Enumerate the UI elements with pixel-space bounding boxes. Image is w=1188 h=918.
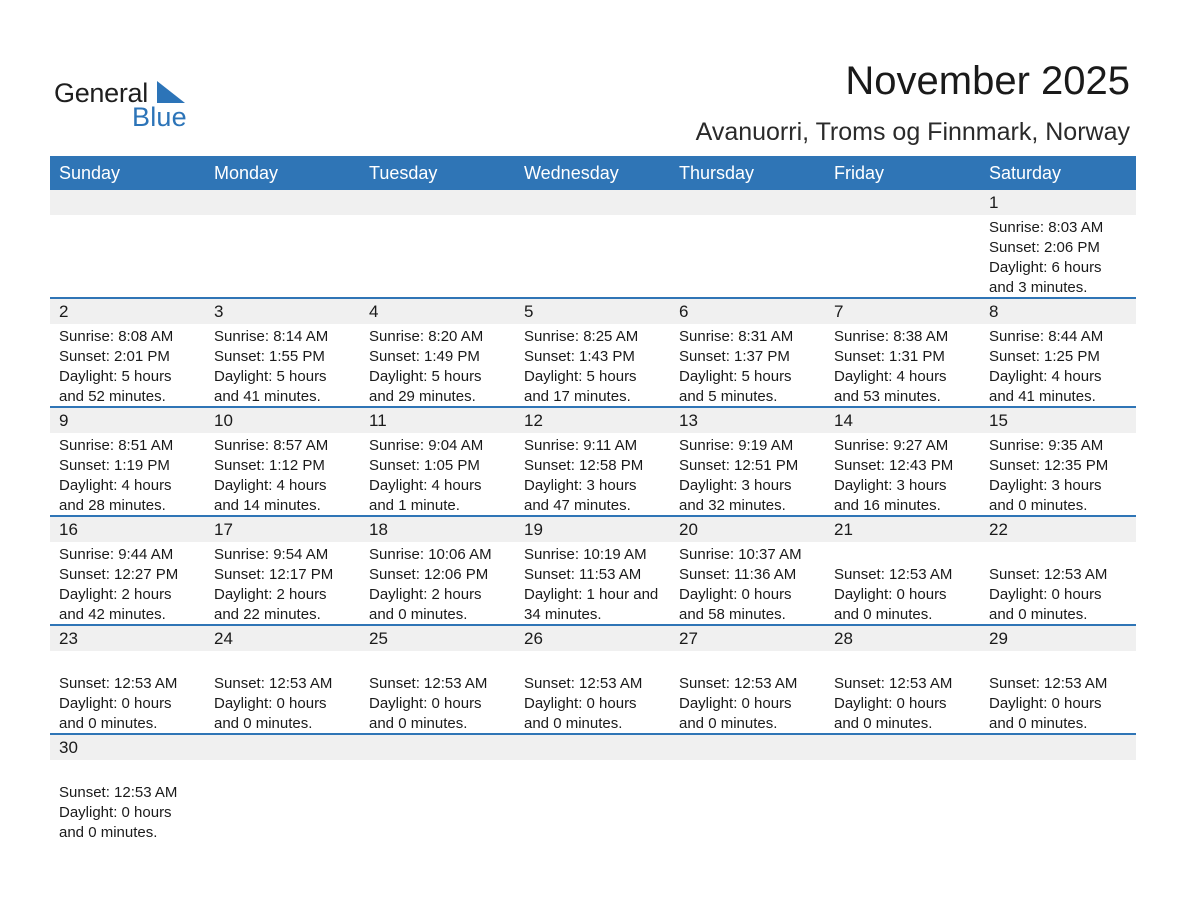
- day-cell: [360, 517, 515, 624]
- sunset-text: Sunset: 12:51 PM: [679, 457, 799, 474]
- day-cell: [515, 626, 670, 733]
- daylight-minutes-text: and 0 minutes.: [59, 715, 158, 732]
- day-number: 4: [369, 302, 379, 321]
- daylight-hours-text: Daylight: 3 hours: [679, 477, 792, 494]
- week-row: [50, 299, 1136, 408]
- daylight-minutes-text: and 28 minutes.: [59, 497, 166, 514]
- weekday-sunday: Sunday: [59, 163, 121, 183]
- empty-day-cell: [360, 190, 515, 297]
- sunset-text: Sunset: 1:19 PM: [59, 457, 170, 474]
- logo: [54, 78, 194, 130]
- daylight-minutes-text: and 42 minutes.: [59, 606, 166, 623]
- day-number: 27: [679, 629, 698, 648]
- daylight-minutes-text: and 14 minutes.: [214, 497, 321, 514]
- week-row: [50, 735, 1136, 844]
- daylight-hours-text: Daylight: 0 hours: [834, 586, 947, 603]
- sunrise-text: Sunrise: 10:37 AM: [679, 546, 802, 563]
- day-number: 23: [59, 629, 78, 648]
- day-number: 20: [679, 520, 698, 539]
- daylight-minutes-text: and 0 minutes.: [834, 715, 933, 732]
- weekday-friday: Friday: [834, 163, 885, 183]
- day-cell: [825, 408, 980, 515]
- day-number: 30: [59, 738, 78, 757]
- sunrise-text: Sunrise: 8:57 AM: [214, 437, 329, 454]
- daylight-hours-text: Daylight: 0 hours: [524, 695, 637, 712]
- day-cell: [50, 299, 205, 406]
- day-cell: [670, 299, 825, 406]
- daylight-hours-text: Daylight: 0 hours: [989, 586, 1102, 603]
- empty-day-cell: [825, 190, 980, 297]
- daylight-hours-text: Daylight: 4 hours: [369, 477, 482, 494]
- daylight-minutes-text: and 0 minutes.: [989, 497, 1088, 514]
- sunset-text: Sunset: 12:53 AM: [524, 675, 643, 692]
- sunset-text: Sunset: 1:12 PM: [214, 457, 325, 474]
- daylight-minutes-text: and 17 minutes.: [524, 388, 631, 405]
- daylight-minutes-text: and 16 minutes.: [834, 497, 941, 514]
- sunset-text: Sunset: 12:27 PM: [59, 566, 179, 583]
- weekday-thursday: Thursday: [679, 163, 755, 183]
- sunset-text: Sunset: 12:53 AM: [989, 566, 1108, 583]
- day-cell: [670, 517, 825, 624]
- day-number: 9: [59, 411, 69, 430]
- sunset-text: Sunset: 12:35 PM: [989, 457, 1109, 474]
- sunrise-text: Sunrise: 9:35 AM: [989, 437, 1104, 454]
- daylight-minutes-text: and 52 minutes.: [59, 388, 166, 405]
- daylight-hours-text: Daylight: 2 hours: [214, 586, 327, 603]
- daylight-minutes-text: and 3 minutes.: [989, 279, 1088, 296]
- daylight-hours-text: Daylight: 4 hours: [989, 368, 1102, 385]
- sunset-text: Sunset: 12:53 AM: [679, 675, 798, 692]
- daylight-hours-text: Daylight: 0 hours: [834, 695, 947, 712]
- sunset-text: Sunset: 1:43 PM: [524, 348, 635, 365]
- day-number: 15: [989, 411, 1008, 430]
- daylight-minutes-text: and 41 minutes.: [989, 388, 1096, 405]
- day-cell: [50, 735, 205, 844]
- day-cell: [50, 517, 205, 624]
- weekday-tuesday: Tuesday: [369, 163, 438, 183]
- week-row: [50, 626, 1136, 735]
- sunset-text: Sunset: 12:53 AM: [59, 784, 178, 801]
- sunrise-text: Sunrise: 8:14 AM: [214, 328, 329, 345]
- day-number: 26: [524, 629, 543, 648]
- sunset-text: Sunset: 1:05 PM: [369, 457, 480, 474]
- daylight-hours-text: Daylight: 0 hours: [679, 586, 792, 603]
- weekday-monday: Monday: [214, 163, 279, 183]
- day-cell: [515, 299, 670, 406]
- daylight-hours-text: Daylight: 4 hours: [834, 368, 947, 385]
- daylight-hours-text: Daylight: 0 hours: [369, 695, 482, 712]
- day-cell: [515, 408, 670, 515]
- daylight-minutes-text: and 0 minutes.: [369, 606, 468, 623]
- day-cell: [980, 626, 1136, 733]
- day-number: 8: [989, 302, 999, 321]
- daylight-minutes-text: and 0 minutes.: [524, 715, 623, 732]
- daylight-hours-text: Daylight: 0 hours: [59, 695, 172, 712]
- day-cell: [205, 517, 360, 624]
- empty-day-cell: [205, 190, 360, 297]
- day-number: 3: [214, 302, 224, 321]
- daylight-hours-text: Daylight: 2 hours: [369, 586, 482, 603]
- sunset-text: Sunset: 12:06 PM: [369, 566, 489, 583]
- sunset-text: Sunset: 12:53 AM: [834, 675, 953, 692]
- daylight-hours-text: Daylight: 3 hours: [989, 477, 1102, 494]
- daylight-minutes-text: 34 minutes.: [524, 606, 602, 623]
- sunset-text: Sunset: 12:53 AM: [834, 566, 953, 583]
- sunset-text: Sunset: 11:53 AM: [524, 566, 642, 583]
- sunset-text: Sunset: 1:49 PM: [369, 348, 480, 365]
- daylight-minutes-text: and 41 minutes.: [214, 388, 321, 405]
- day-number: 14: [834, 411, 853, 430]
- daylight-hours-text: Daylight: 4 hours: [59, 477, 172, 494]
- daylight-minutes-text: and 0 minutes.: [834, 606, 933, 623]
- sunrise-text: Sunrise: 8:44 AM: [989, 328, 1104, 345]
- day-cell: [825, 299, 980, 406]
- sunset-text: Sunset: 12:17 PM: [214, 566, 334, 583]
- day-cell: [670, 408, 825, 515]
- week-row: [50, 190, 1136, 299]
- weekday-saturday: Saturday: [989, 163, 1062, 183]
- daylight-minutes-text: and 53 minutes.: [834, 388, 941, 405]
- day-number: 25: [369, 629, 388, 648]
- weekday-header: [50, 156, 1136, 190]
- sunset-text: Sunset: 12:43 PM: [834, 457, 954, 474]
- daylight-minutes-text: and 29 minutes.: [369, 388, 476, 405]
- sunset-text: Sunset: 2:01 PM: [59, 348, 170, 365]
- empty-day-cell: [50, 190, 205, 297]
- empty-day-cell: [825, 735, 980, 844]
- daylight-minutes-text: and 0 minutes.: [989, 606, 1088, 623]
- sunrise-text: Sunrise: 9:27 AM: [834, 437, 949, 454]
- sunrise-text: Sunrise: 10:06 AM: [369, 546, 492, 563]
- daylight-hours-text: Daylight: 5 hours: [214, 368, 327, 385]
- day-number: 18: [369, 520, 388, 539]
- daylight-minutes-text: and 47 minutes.: [524, 497, 631, 514]
- daylight-hours-text: Daylight: 4 hours: [214, 477, 327, 494]
- sunrise-text: Sunrise: 8:20 AM: [369, 328, 484, 345]
- day-number: 19: [524, 520, 543, 539]
- day-cell: [980, 517, 1136, 624]
- sunrise-text: Sunrise: 9:19 AM: [679, 437, 794, 454]
- sunrise-text: Sunrise: 8:25 AM: [524, 328, 639, 345]
- day-number: 10: [214, 411, 233, 430]
- sunrise-text: Sunrise: 8:03 AM: [989, 219, 1104, 236]
- day-number: 5: [524, 302, 534, 321]
- empty-day-cell: [360, 735, 515, 844]
- day-cell: [360, 626, 515, 733]
- calendar: [50, 156, 1136, 844]
- sunrise-text: Sunrise: 8:51 AM: [59, 437, 174, 454]
- daylight-minutes-text: and 0 minutes.: [59, 824, 158, 841]
- daylight-minutes-text: and 5 minutes.: [679, 388, 778, 405]
- sunrise-text: Sunrise: 9:04 AM: [369, 437, 484, 454]
- day-number: 29: [989, 629, 1008, 648]
- daylight-hours-text: Daylight: 0 hours: [989, 695, 1102, 712]
- weekday-wednesday: Wednesday: [524, 163, 619, 183]
- sunrise-text: Sunrise: 9:54 AM: [214, 546, 329, 563]
- sunset-text: Sunset: 12:58 PM: [524, 457, 644, 474]
- day-cell: [205, 626, 360, 733]
- day-number: 11: [369, 411, 387, 430]
- logo-text-general: General: [54, 78, 148, 108]
- day-number: 24: [214, 629, 233, 648]
- daylight-hours-text: Daylight: 1 hour and: [524, 586, 659, 603]
- sunrise-text: Sunrise: 10:19 AM: [524, 546, 647, 563]
- day-cell: [825, 517, 980, 624]
- daylight-hours-text: Daylight: 5 hours: [679, 368, 792, 385]
- empty-day-cell: [980, 735, 1136, 844]
- empty-day-cell: [515, 190, 670, 297]
- week-row: [50, 517, 1136, 626]
- day-number: 22: [989, 520, 1008, 539]
- sunset-text: Sunset: 12:53 AM: [369, 675, 488, 692]
- week-row: [50, 408, 1136, 517]
- daylight-hours-text: Daylight: 2 hours: [59, 586, 172, 603]
- daylight-minutes-text: and 0 minutes.: [989, 715, 1088, 732]
- sunrise-text: Sunrise: 8:38 AM: [834, 328, 949, 345]
- sunset-text: Sunset: 1:55 PM: [214, 348, 325, 365]
- sunset-text: Sunset: 2:06 PM: [989, 239, 1100, 256]
- day-number: 16: [59, 520, 78, 539]
- daylight-minutes-text: and 0 minutes.: [369, 715, 468, 732]
- day-cell: [50, 626, 205, 733]
- day-cell: [205, 408, 360, 515]
- day-cell: [670, 626, 825, 733]
- day-number: 6: [679, 302, 689, 321]
- daylight-hours-text: Daylight: 0 hours: [679, 695, 792, 712]
- day-number: 21: [834, 520, 853, 539]
- day-number: 13: [679, 411, 698, 430]
- sunrise-text: Sunrise: 8:31 AM: [679, 328, 794, 345]
- day-cell: [980, 299, 1136, 406]
- day-number: 2: [59, 302, 69, 321]
- day-number: 17: [214, 520, 233, 539]
- sunset-text: Sunset: 12:53 AM: [214, 675, 333, 692]
- day-number: 7: [834, 302, 844, 321]
- daylight-hours-text: Daylight: 5 hours: [59, 368, 172, 385]
- sunset-text: Sunset: 12:53 AM: [989, 675, 1108, 692]
- logo-text-blue: Blue: [132, 102, 187, 132]
- daylight-hours-text: Daylight: 0 hours: [59, 804, 172, 821]
- day-cell: [360, 299, 515, 406]
- empty-day-cell: [205, 735, 360, 844]
- day-cell: [980, 408, 1136, 515]
- empty-day-cell: [670, 735, 825, 844]
- sunset-text: Sunset: 12:53 AM: [59, 675, 178, 692]
- day-number: 1: [989, 193, 999, 212]
- daylight-minutes-text: and 1 minute.: [369, 497, 460, 514]
- daylight-hours-text: Daylight: 5 hours: [524, 368, 637, 385]
- day-cell: [825, 626, 980, 733]
- day-cell: [205, 299, 360, 406]
- sunset-text: Sunset: 1:25 PM: [989, 348, 1100, 365]
- sunrise-text: Sunrise: 8:08 AM: [59, 328, 174, 345]
- daylight-hours-text: Daylight: 0 hours: [214, 695, 327, 712]
- sunrise-text: Sunrise: 9:11 AM: [524, 437, 638, 454]
- day-number: 28: [834, 629, 853, 648]
- daylight-minutes-text: and 22 minutes.: [214, 606, 321, 623]
- daylight-hours-text: Daylight: 5 hours: [369, 368, 482, 385]
- daylight-hours-text: Daylight: 6 hours: [989, 259, 1102, 276]
- sunset-text: Sunset: 1:31 PM: [834, 348, 945, 365]
- sunrise-text: Sunrise: 9:44 AM: [59, 546, 174, 563]
- sunset-text: Sunset: 1:37 PM: [679, 348, 790, 365]
- sunset-text: Sunset: 11:36 AM: [679, 566, 797, 583]
- day-cell: [50, 408, 205, 515]
- daylight-hours-text: Daylight: 3 hours: [834, 477, 947, 494]
- daylight-minutes-text: and 0 minutes.: [679, 715, 778, 732]
- daylight-minutes-text: and 58 minutes.: [679, 606, 786, 623]
- day-number: 12: [524, 411, 543, 430]
- location-subtitle: Avanuorri, Troms og Finnmark, Norway: [695, 118, 1130, 146]
- empty-day-cell: [670, 190, 825, 297]
- calendar-weeks: [50, 190, 1136, 844]
- day-cell: [360, 408, 515, 515]
- day-cell: [980, 190, 1136, 297]
- daylight-minutes-text: and 0 minutes.: [214, 715, 313, 732]
- day-cell: [515, 517, 670, 624]
- daylight-minutes-text: and 32 minutes.: [679, 497, 786, 514]
- page-title: November 2025: [845, 59, 1130, 103]
- daylight-hours-text: Daylight: 3 hours: [524, 477, 637, 494]
- empty-day-cell: [515, 735, 670, 844]
